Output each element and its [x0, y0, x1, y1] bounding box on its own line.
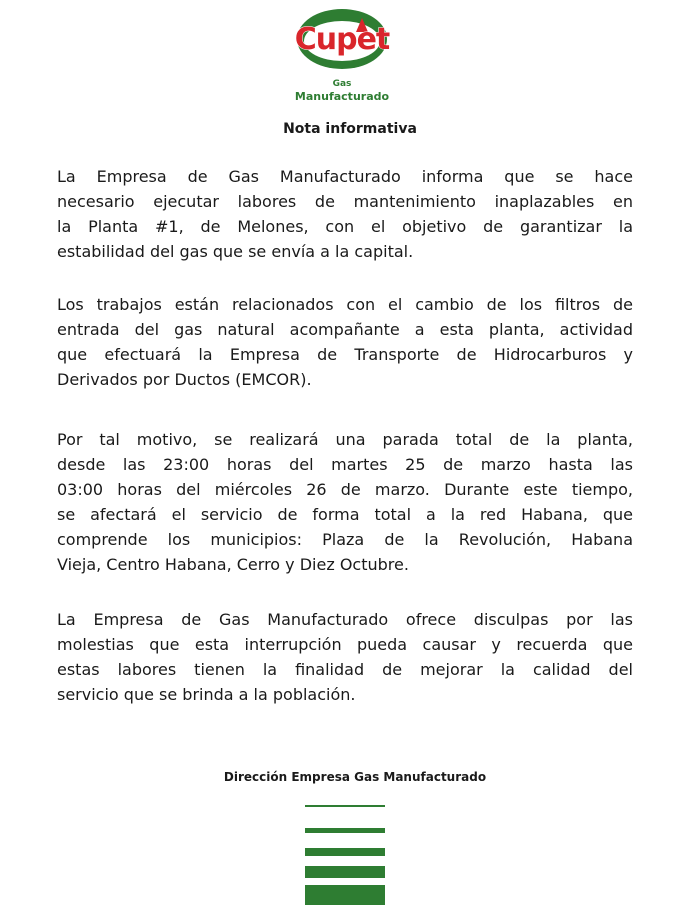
paragraph-line: que efectuará la Empresa de Transporte de Hidrocarburos y [57, 345, 633, 364]
stripe [305, 866, 385, 878]
paragraph-line: estas labores tienen la finalidad de mejorar la calidad del [57, 660, 633, 679]
paragraph-2 [57, 292, 633, 392]
paragraph-line: 03:00 horas del miércoles 26 de marzo. Durante este tiempo, [57, 480, 633, 499]
stripe [305, 848, 385, 856]
paragraph-line: La Empresa de Gas Manufacturado informa que se hace [57, 167, 633, 186]
paragraph-line: comprende los municipios: Plaza de la Revolución, Habana [57, 530, 633, 549]
paragraph-line: se afectará el servicio de forma total a la red Habana, que [57, 505, 633, 524]
paragraph-line: molestias que esta interrupción pueda causar y recuerda que [57, 635, 633, 654]
cupet-logo [294, 8, 394, 103]
green-stripes-decoration [305, 800, 385, 905]
paragraph-line: la Planta #1, de Melones, con el objetivo de garantizar la [57, 217, 633, 236]
paragraph-line: La Empresa de Gas Manufacturado ofrece disculpas por las [57, 610, 633, 629]
paragraph-line: entrada del gas natural acompañante a esta planta, actividad [57, 320, 633, 339]
paragraph-line: estabilidad del gas que se envía a la capital. [57, 242, 414, 261]
stripe [305, 885, 385, 905]
paragraph-line: Derivados por Ductos (EMCOR). [57, 370, 312, 389]
logo-brand-text: Cupet [294, 22, 390, 57]
logo-line1: Gas [332, 79, 352, 89]
stripe [305, 805, 385, 807]
paragraph-line: Los trabajos están relacionados con el cambio de los filtros de [57, 295, 633, 314]
paragraph-3 [57, 427, 633, 577]
signature: Dirección Empresa Gas Manufacturado [223, 770, 487, 784]
paragraph-line: Vieja, Centro Habana, Cerro y Diez Octubre. [57, 555, 409, 574]
paragraph-line: necesario ejecutar labores de mantenimiento inaplazables en [57, 192, 633, 211]
document-title: Nota informativa [283, 121, 417, 137]
paragraph-line: servicio que se brinda a la población. [57, 685, 356, 704]
stripe [305, 828, 385, 833]
paragraph-1 [57, 164, 633, 264]
paragraph-line: desde las 23:00 horas del martes 25 de marzo hasta las [57, 455, 633, 474]
paragraph-line: Por tal motivo, se realizará una parada total de la planta, [57, 430, 633, 449]
paragraph-4 [57, 607, 633, 707]
logo-line2: Manufacturado [294, 90, 390, 103]
